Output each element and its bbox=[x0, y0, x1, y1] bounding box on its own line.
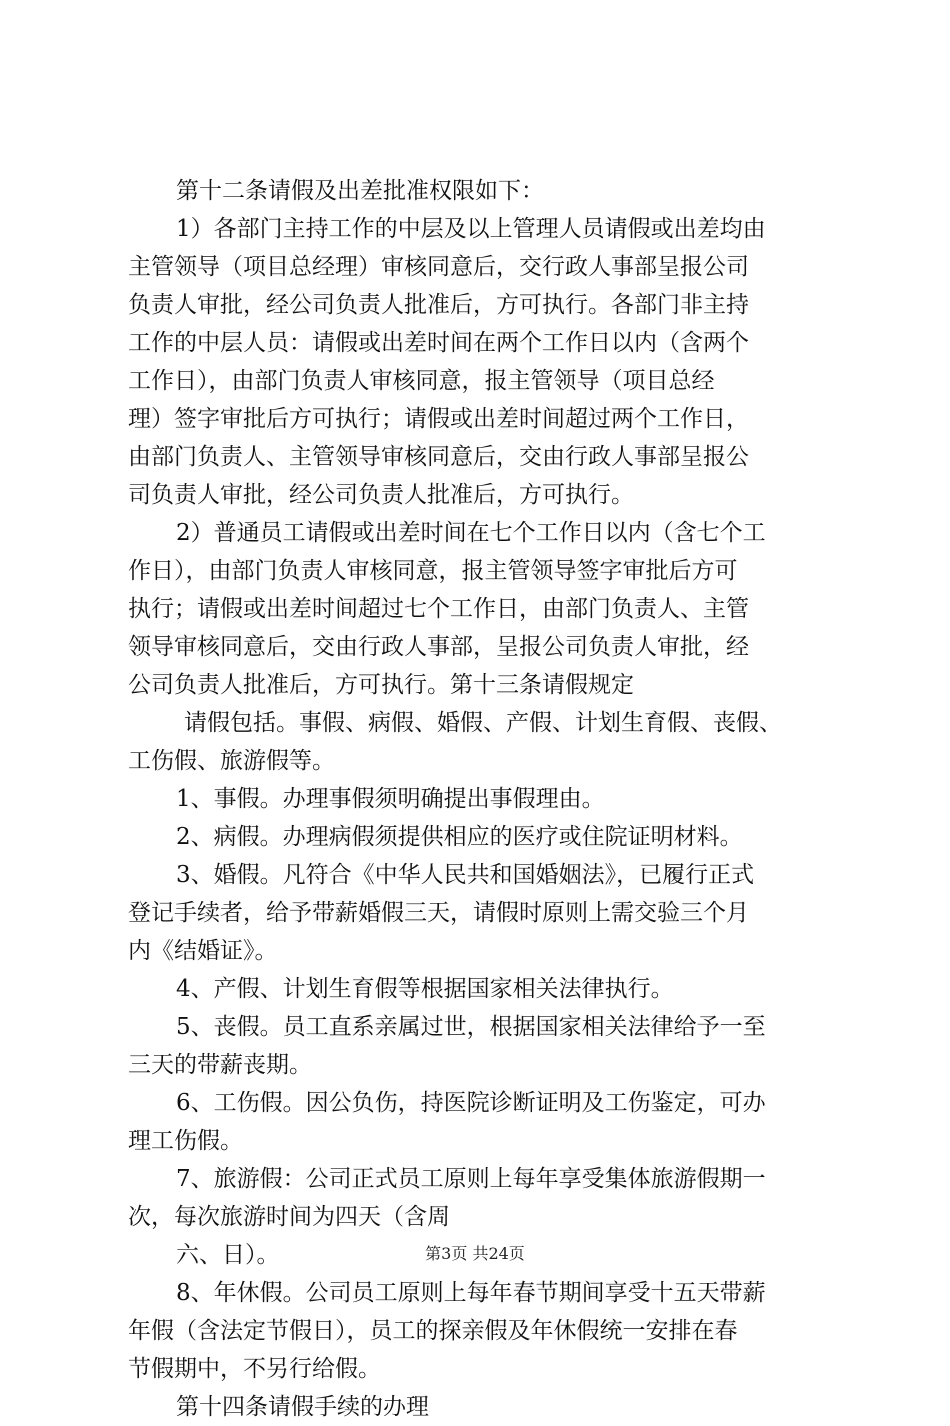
text-line: 4、产假、计划生育假等根据国家相关法律执行。 bbox=[176, 976, 674, 1002]
text-line: 六、日）。 bbox=[176, 1242, 280, 1268]
text-line: 领导审核同意后，交由行政人事部，呈报公司负责人审批，经 bbox=[128, 634, 749, 660]
text-line: 1）各部门主持工作的中层及以上管理人员请假或出差均由 bbox=[176, 216, 766, 242]
text-line: 8、年休假。公司员工原则上每年春节期间享受十五天带薪 bbox=[176, 1280, 766, 1306]
text-line: 理工伤假。 bbox=[128, 1128, 243, 1154]
text-line: 负责人审批，经公司负责人批准后，方可执行。各部门非主持 bbox=[128, 292, 749, 318]
text-line: 第十四条请假手续的办理 bbox=[176, 1394, 429, 1420]
document-body bbox=[128, 172, 848, 1426]
text-line: 工作的中层人员：请假或出差时间在两个工作日以内（含两个 bbox=[128, 330, 749, 356]
text-line: 执行；请假或出差时间超过七个工作日，由部门负责人、主管 bbox=[128, 596, 749, 622]
text-line: 理）签字审批后方可执行；请假或出差时间超过两个工作日， bbox=[128, 406, 749, 432]
text-line: 次，每次旅游时间为四天（含周 bbox=[128, 1204, 450, 1230]
text-line: 2、病假。办理病假须提供相应的医疗或住院证明材料。 bbox=[176, 824, 743, 850]
text-line: 内《结婚证》。 bbox=[128, 938, 278, 964]
page-footer bbox=[0, 1243, 950, 1265]
text-line: 节假期中，不另行给假。 bbox=[128, 1356, 381, 1382]
text-line: 三天的带薪丧期。 bbox=[128, 1052, 312, 1078]
text-line: 请假包括。事假、病假、婚假、产假、计划生育假、丧假、 bbox=[184, 710, 782, 736]
page-number-label: 第3页 共24页 bbox=[425, 1244, 525, 1263]
text-line: 7、旅游假：公司正式员工原则上每年享受集体旅游假期一 bbox=[176, 1166, 766, 1192]
text-line: 2）普通员工请假或出差时间在七个工作日以内（含七个工 bbox=[176, 520, 766, 546]
text-line: 工伤假、旅游假等。 bbox=[128, 748, 335, 774]
text-line: 6、工伤假。因公负伤，持医院诊断证明及工伤鉴定，可办 bbox=[176, 1090, 766, 1116]
text-line: 作日），由部门负责人审核同意，报主管领导签字审批后方可 bbox=[128, 558, 738, 584]
text-line: 主管领导（项目总经理）审核同意后，交行政人事部呈报公司 bbox=[128, 254, 749, 280]
text-line: 年假（含法定节假日），员工的探亲假及年休假统一安排在春 bbox=[128, 1318, 738, 1344]
text-line: 登记手续者，给予带薪婚假三天，请假时原则上需交验三个月 bbox=[128, 900, 749, 926]
text-line: 1、事假。办理事假须明确提出事假理由。 bbox=[176, 786, 605, 812]
text-line: 司负责人审批，经公司负责人批准后，方可执行。 bbox=[128, 482, 634, 508]
text-line: 由部门负责人、主管领导审核同意后，交由行政人事部呈报公 bbox=[128, 444, 749, 470]
text-line: 公司负责人批准后，方可执行。第十三条请假规定 bbox=[128, 672, 634, 698]
text-line: 工作日），由部门负责人审核同意，报主管领导（项目总经 bbox=[128, 368, 715, 394]
text-line: 5、丧假。员工直系亲属过世，根据国家相关法律给予一至 bbox=[176, 1014, 766, 1040]
text-line: 第十二条请假及出差批准权限如下： bbox=[176, 178, 544, 204]
text-line: 3、婚假。凡符合《中华人民共和国婚姻法》，已履行正式 bbox=[176, 862, 755, 888]
